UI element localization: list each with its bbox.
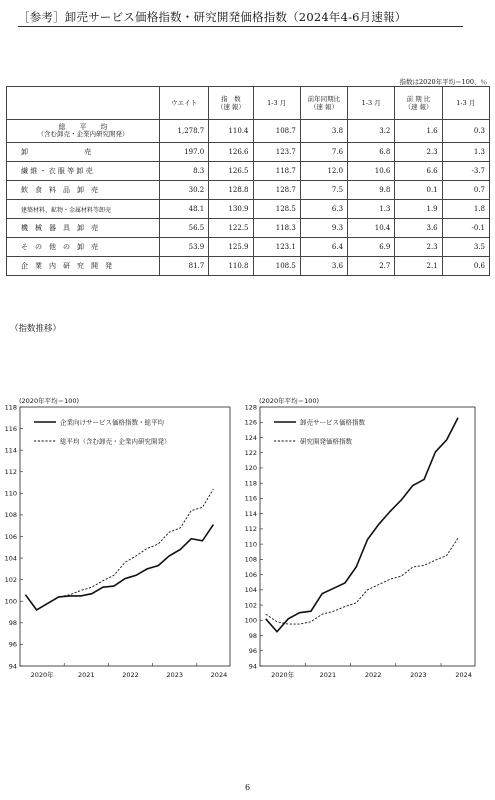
cell-qoq: 0.1 bbox=[395, 181, 442, 200]
cell-qoq: 6.6 bbox=[395, 162, 442, 181]
series-line-2 bbox=[266, 538, 458, 624]
header-blank bbox=[7, 87, 160, 120]
y-tick-label: 112 bbox=[4, 468, 17, 477]
y-tick-label: 114 bbox=[245, 509, 257, 518]
y-tick-label: 98 bbox=[248, 631, 257, 640]
cell-yoy: 7.6 bbox=[300, 143, 347, 162]
legend-label: 総平均（含む卸売・企業内研究開発） bbox=[60, 437, 171, 446]
table-row bbox=[7, 238, 490, 257]
x-tick-label: 2020年 bbox=[30, 671, 54, 679]
right-line-chart bbox=[245, 335, 495, 685]
y-tick-label: 100 bbox=[245, 616, 257, 625]
cell-weight: 1,278.7 bbox=[159, 120, 208, 143]
header-yoy-q1: 1-3 月 bbox=[348, 87, 395, 120]
x-tick-label: 2023 bbox=[166, 671, 184, 679]
cell-yoy: 7.5 bbox=[300, 181, 347, 200]
cell-index: 130.9 bbox=[209, 200, 253, 219]
row-label: 建築材料、鉱物・金属材料等卸売 bbox=[7, 200, 160, 219]
cell-yoy-q1: 9.8 bbox=[348, 181, 395, 200]
cell-weight: 8.3 bbox=[159, 162, 208, 181]
row-label: そ の 他 の 卸 売 bbox=[7, 238, 160, 257]
x-tick-label: 2021 bbox=[78, 671, 95, 679]
y-tick-label: 106 bbox=[245, 570, 257, 579]
cell-index-q1: 123.7 bbox=[253, 143, 300, 162]
cell-index: 110.8 bbox=[209, 257, 253, 276]
y-tick-label: 122 bbox=[245, 449, 257, 458]
legend-label: 卸売サービス価格指数 bbox=[300, 418, 365, 427]
cell-index-q1: 108.7 bbox=[253, 120, 300, 143]
cell-yoy: 6.4 bbox=[300, 238, 347, 257]
cell-yoy-q1: 1.3 bbox=[348, 200, 395, 219]
series-line-1 bbox=[26, 525, 214, 610]
cell-qoq-q1: 1.8 bbox=[442, 200, 489, 219]
y-tick-label: 128 bbox=[245, 403, 257, 412]
cell-weight: 197.0 bbox=[159, 143, 208, 162]
row-label: 繊 維 ・ 衣 服 等 卸 売 bbox=[7, 162, 160, 181]
header-yoy: 前年同期比 （速 報） bbox=[300, 87, 347, 120]
unit-note: 指数は2020年平均＝100、％ bbox=[399, 78, 487, 86]
cell-index: 128.8 bbox=[209, 181, 253, 200]
header-index-q1: 1-3 月 bbox=[253, 87, 300, 120]
table-row bbox=[7, 181, 490, 200]
row-label-main: 総 平 均 bbox=[58, 123, 108, 132]
y-tick-label: 116 bbox=[245, 494, 257, 503]
y-tick-label: 116 bbox=[4, 424, 17, 433]
x-tick-label: 2024 bbox=[455, 671, 472, 679]
cell-yoy: 9.3 bbox=[300, 219, 347, 238]
x-tick-label: 2021 bbox=[319, 671, 337, 679]
legend-label: 研究開発価格指数 bbox=[300, 437, 352, 446]
cell-qoq-q1: -0.1 bbox=[442, 219, 489, 238]
cell-index-q1: 123.1 bbox=[253, 238, 300, 257]
y-tick-label: 100 bbox=[4, 597, 17, 606]
header-weight: ウエイト bbox=[159, 87, 208, 120]
cell-index-q1: 108.5 bbox=[253, 257, 300, 276]
x-tick-label: 2024 bbox=[210, 671, 228, 679]
table-row bbox=[7, 200, 490, 219]
cell-yoy: 12.0 bbox=[300, 162, 347, 181]
plot-frame bbox=[20, 407, 230, 666]
cell-qoq-q1: -3.7 bbox=[442, 162, 489, 181]
y-tick-label: 114 bbox=[4, 446, 17, 455]
table-row bbox=[7, 120, 490, 143]
y-tick-label: 118 bbox=[4, 403, 17, 412]
y-tick-label: 98 bbox=[8, 619, 17, 628]
cell-weight: 56.5 bbox=[159, 219, 208, 238]
cell-weight: 48.1 bbox=[159, 200, 208, 219]
cell-qoq-q1: 0.6 bbox=[442, 257, 489, 276]
plot-frame bbox=[260, 407, 475, 666]
cell-index-q1: 118.7 bbox=[253, 162, 300, 181]
cell-qoq-q1: 3.5 bbox=[442, 238, 489, 257]
cell-qoq: 3.6 bbox=[395, 219, 442, 238]
row-label: 企 業 内 研 究 開 発 bbox=[7, 257, 160, 276]
x-tick-label: 2020年 bbox=[271, 671, 295, 679]
series-line-1 bbox=[266, 418, 458, 632]
chart-subtitle: (2020年平均＝100) bbox=[259, 397, 320, 405]
cell-index: 125.9 bbox=[209, 238, 253, 257]
cell-qoq: 1.6 bbox=[395, 120, 442, 143]
y-tick-label: 102 bbox=[4, 575, 17, 584]
row-label bbox=[7, 120, 160, 143]
table-row bbox=[7, 143, 490, 162]
cell-index: 126.5 bbox=[209, 162, 253, 181]
cell-weight: 81.7 bbox=[159, 257, 208, 276]
document-title: ［参考］卸売サービス価格指数・研究開発価格指数（2024年4-6月速報） bbox=[18, 10, 407, 24]
y-tick-label: 110 bbox=[4, 489, 17, 498]
cell-yoy-q1: 3.2 bbox=[348, 120, 395, 143]
cell-qoq: 2.3 bbox=[395, 238, 442, 257]
cell-yoy-q1: 6.9 bbox=[348, 238, 395, 257]
series-line-2 bbox=[26, 489, 214, 610]
y-tick-label: 108 bbox=[245, 555, 257, 564]
y-tick-label: 108 bbox=[4, 511, 17, 520]
chart-subtitle: (2020年平均＝100) bbox=[19, 397, 80, 405]
x-tick-label: 2022 bbox=[364, 671, 382, 679]
cell-yoy: 6.3 bbox=[300, 200, 347, 219]
y-tick-label: 94 bbox=[248, 662, 257, 671]
cell-index-q1: 128.7 bbox=[253, 181, 300, 200]
title-underline bbox=[18, 26, 463, 27]
cell-qoq: 2.3 bbox=[395, 143, 442, 162]
row-label-sub: （含む卸売・企業内研究開発） bbox=[37, 130, 129, 139]
row-label: 卸 売 bbox=[7, 143, 160, 162]
header-qoq: 前 期 比 （速 報） bbox=[395, 87, 442, 120]
cell-index-q1: 118.3 bbox=[253, 219, 300, 238]
cell-qoq: 1.9 bbox=[395, 200, 442, 219]
index-table bbox=[6, 86, 490, 276]
table-row bbox=[7, 257, 490, 276]
row-label: 機 械 器 具 卸 売 bbox=[7, 219, 160, 238]
legend-label: 企業向けサービス価格指数・総平均 bbox=[60, 418, 164, 427]
y-tick-label: 96 bbox=[248, 647, 257, 656]
left-line-chart bbox=[0, 335, 245, 685]
row-label: 飲 食 料 品 卸 売 bbox=[7, 181, 160, 200]
cell-weight: 30.2 bbox=[159, 181, 208, 200]
cell-qoq-q1: 1.3 bbox=[442, 143, 489, 162]
cell-qoq: 2.1 bbox=[395, 257, 442, 276]
chart-section-heading: （指数推移） bbox=[10, 324, 62, 334]
cell-qoq-q1: 0.7 bbox=[442, 181, 489, 200]
y-tick-label: 96 bbox=[8, 640, 17, 649]
cell-index: 126.6 bbox=[209, 143, 253, 162]
table-header-row bbox=[7, 87, 490, 120]
y-tick-label: 126 bbox=[245, 418, 257, 427]
cell-qoq-q1: 0.3 bbox=[442, 120, 489, 143]
cell-yoy-q1: 6.8 bbox=[348, 143, 395, 162]
y-tick-label: 106 bbox=[4, 532, 17, 541]
y-tick-label: 104 bbox=[245, 586, 257, 595]
y-tick-label: 104 bbox=[4, 554, 17, 563]
cell-index: 122.5 bbox=[209, 219, 253, 238]
x-tick-label: 2023 bbox=[410, 671, 427, 679]
y-tick-label: 112 bbox=[245, 525, 257, 534]
y-tick-label: 120 bbox=[245, 464, 257, 473]
header-index: 指 数 （速 報） bbox=[209, 87, 253, 120]
table-row bbox=[7, 162, 490, 181]
y-tick-label: 110 bbox=[245, 540, 257, 549]
cell-weight: 53.9 bbox=[159, 238, 208, 257]
y-tick-label: 94 bbox=[8, 662, 17, 671]
cell-index-q1: 128.5 bbox=[253, 200, 300, 219]
x-tick-label: 2022 bbox=[122, 671, 139, 679]
cell-yoy-q1: 10.6 bbox=[348, 162, 395, 181]
table-row bbox=[7, 219, 490, 238]
page-number: 6 bbox=[244, 783, 251, 792]
header-qoq-q1: 1-3 月 bbox=[442, 87, 489, 120]
cell-yoy: 3.8 bbox=[300, 120, 347, 143]
cell-yoy: 3.6 bbox=[300, 257, 347, 276]
y-tick-label: 118 bbox=[245, 479, 257, 488]
y-tick-label: 102 bbox=[245, 601, 257, 610]
y-tick-label: 124 bbox=[245, 433, 257, 442]
cell-yoy-q1: 10.4 bbox=[348, 219, 395, 238]
cell-index: 110.4 bbox=[209, 120, 253, 143]
cell-yoy-q1: 2.7 bbox=[348, 257, 395, 276]
